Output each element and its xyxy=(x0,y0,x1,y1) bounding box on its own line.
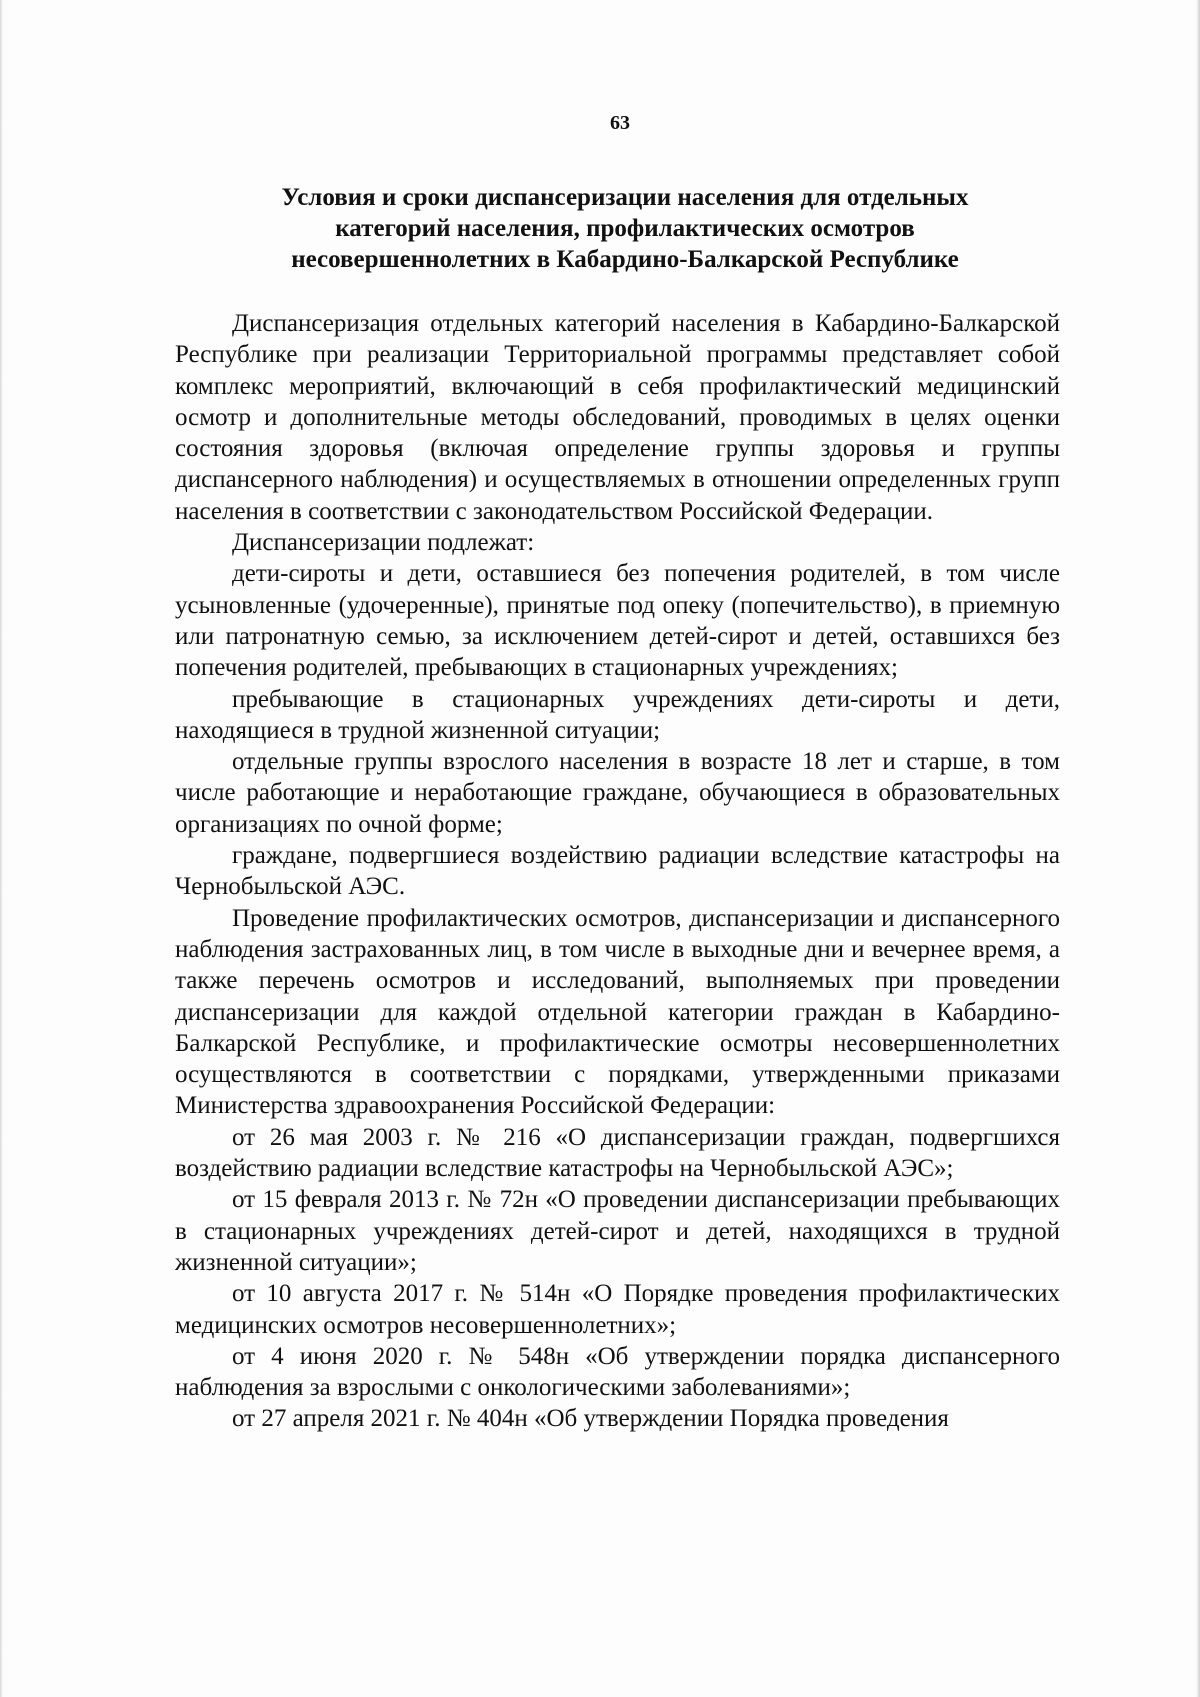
list-item: граждане, подвергшиеся воздействию радиации вследствие катастрофы на Чернобыльской АЭС. xyxy=(175,842,1060,901)
order-item: от 26 мая 2003 г. № 216 «О диспансеризации граждан, подвергшихся воздействию радиации вследствие катастрофы на Чернобыльской АЭС»; xyxy=(175,1123,1060,1183)
document-title xyxy=(190,182,1060,275)
order-item: от 15 февраля 2013 г. № 72н «О проведении диспансеризации пребывающих в стационарных учреждениях детей-сирот и детей, находящихся в трудной жизненной ситуации»; xyxy=(175,1186,1060,1276)
list-item: дети-сироты и дети, оставшиеся без попечения родителей, в том числе усыновленные (удочеренные), принятые под опеку (попечительство), в приемную или патронатную семью, за исключением детей-сирот и детей, оставшихся без попечения родителей, пребывающих в стационарных учреждениях; xyxy=(175,560,1060,682)
order-item: от 4 июня 2020 г. № 548н «Об утверждении порядка диспансерного наблюдения за взрослыми с онкологическими заболеваниями»; xyxy=(175,1342,1060,1402)
document-body xyxy=(175,308,1060,1435)
paragraph-procedures: Проведение профилактических осмотров, диспансеризации и диспансерного наблюдения застрахованных лиц, в том числе в выходные дни и вечернее время, а также перечень осмотров и исследований, выполняемых при проведении диспансеризации для каждой отдельной категории граждан в Кабардино-Балкарской Республике, и профилактические осмотры несовершеннолетних осуществляются в соответствии с порядками, утвержденными приказами Министерства здравоохранения Российской Федерации: xyxy=(175,904,1060,1120)
paragraph-subject-heading: Диспансеризации подлежат: xyxy=(232,529,535,557)
scan-edge-left xyxy=(0,0,3,1697)
list-item: отдельные группы взрослого населения в возрасте 18 лет и старше, в том числе работающие и неработающие граждане, обучающиеся в образовательных организациях по очной форме; xyxy=(175,748,1060,838)
scan-edge-right xyxy=(1196,0,1200,1697)
title-line: Условия и сроки диспансеризации населения для отдельных xyxy=(281,184,969,211)
order-item: от 27 апреля 2021 г. № 404н «Об утверждении Порядка проведения xyxy=(232,1405,949,1433)
page-number: 63 xyxy=(610,112,630,134)
order-item: от 10 августа 2017 г. № 514н «О Порядке проведения профилактических медицинских осмотров несовершеннолетних»; xyxy=(175,1280,1060,1339)
title-line: категорий населения, профилактических осмотров xyxy=(335,215,915,242)
title-line: несовершеннолетних в Кабардино-Балкарской Республике xyxy=(291,246,959,273)
list-item: пребывающие в стационарных учреждениях дети-сироты и дети, находящиеся в трудной жизненной ситуации; xyxy=(175,685,1060,744)
paragraph-intro: Диспансеризация отдельных категорий населения в Кабардино-Балкарской Республике при реализации Территориальной программы представляет собой комплекс мероприятий, включающий в себя профилактический медицинский осмотр и дополнительные методы обследований, проводимых в целях оценки состояния здоровья (включая определение группы здоровья и группы диспансерного наблюдения) и осуществляемых в отношении определенных групп населения в соответствии с законодательством Российской Федерации. xyxy=(175,310,1060,525)
